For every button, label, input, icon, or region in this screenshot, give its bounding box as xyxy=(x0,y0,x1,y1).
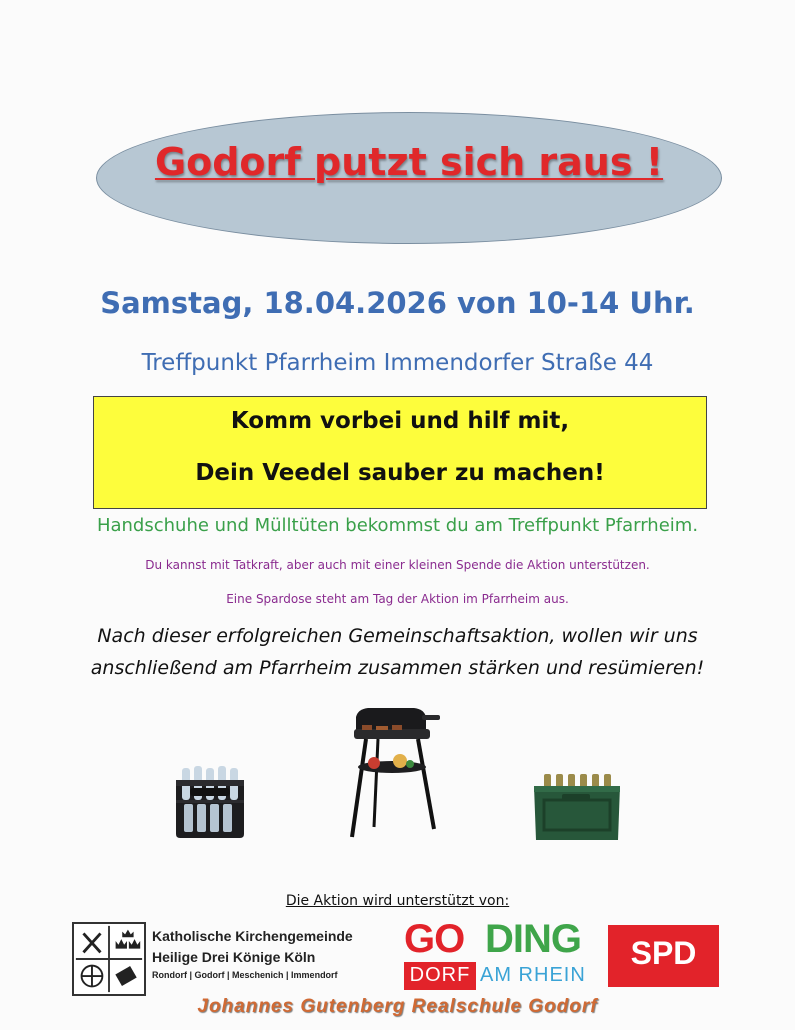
piggy-bank-info: Eine Spardose steht am Tag der Aktion im Pfarrheim aus. xyxy=(226,592,569,606)
after-text-line-2: anschließend am Pfarrheim zusammen stärken und resümieren! xyxy=(90,657,705,679)
goding-logo-ding: DING xyxy=(485,917,581,961)
goding-logo-rhein: AM RHEIN xyxy=(480,964,586,986)
beer-crate-image xyxy=(530,772,624,844)
event-date: Samstag, 18.04.2026 von 10-14 Uhr. xyxy=(100,286,695,320)
gloves-info: Handschuhe und Mülltüten bekommst du am Treffpunkt Pfarrheim. xyxy=(96,515,699,536)
church-logo xyxy=(72,922,146,996)
meeting-point: Treffpunkt Pfarrheim Immendorfer Straße 44 xyxy=(141,350,654,376)
donation-info: Du kannst mit Tatkraft, aber auch mit einer kleinen Spende die Aktion unterstützen. xyxy=(145,558,650,572)
after-text-line-1: Nach dieser erfolgreichen Gemeinschaftsaktion, wollen wir uns xyxy=(97,625,698,647)
callout-line-1: Komm vorbei und hilf mit, xyxy=(230,408,570,434)
goding-logo-go: GO xyxy=(404,917,465,961)
church-name-line-1: Katholische Kirchengemeinde xyxy=(152,928,353,944)
callout-line-2: Dein Veedel sauber zu machen! xyxy=(195,460,605,486)
school-name: Johannes Gutenberg Realschule Godorf xyxy=(197,996,598,1017)
church-parishes: Rondorf | Godorf | Meschenich | Immendorf xyxy=(152,970,338,980)
church-name-line-2: Heilige Drei Könige Köln xyxy=(152,949,316,965)
goding-logo-dorf: DORF xyxy=(409,964,471,986)
page-title: Godorf putzt sich raus ! xyxy=(154,140,664,184)
supported-by-heading: Die Aktion wird unterstützt von: xyxy=(285,893,510,909)
grill-image xyxy=(344,703,442,841)
spd-logo-text: SPD xyxy=(630,935,697,971)
water-bottle-crate-image xyxy=(170,764,250,842)
